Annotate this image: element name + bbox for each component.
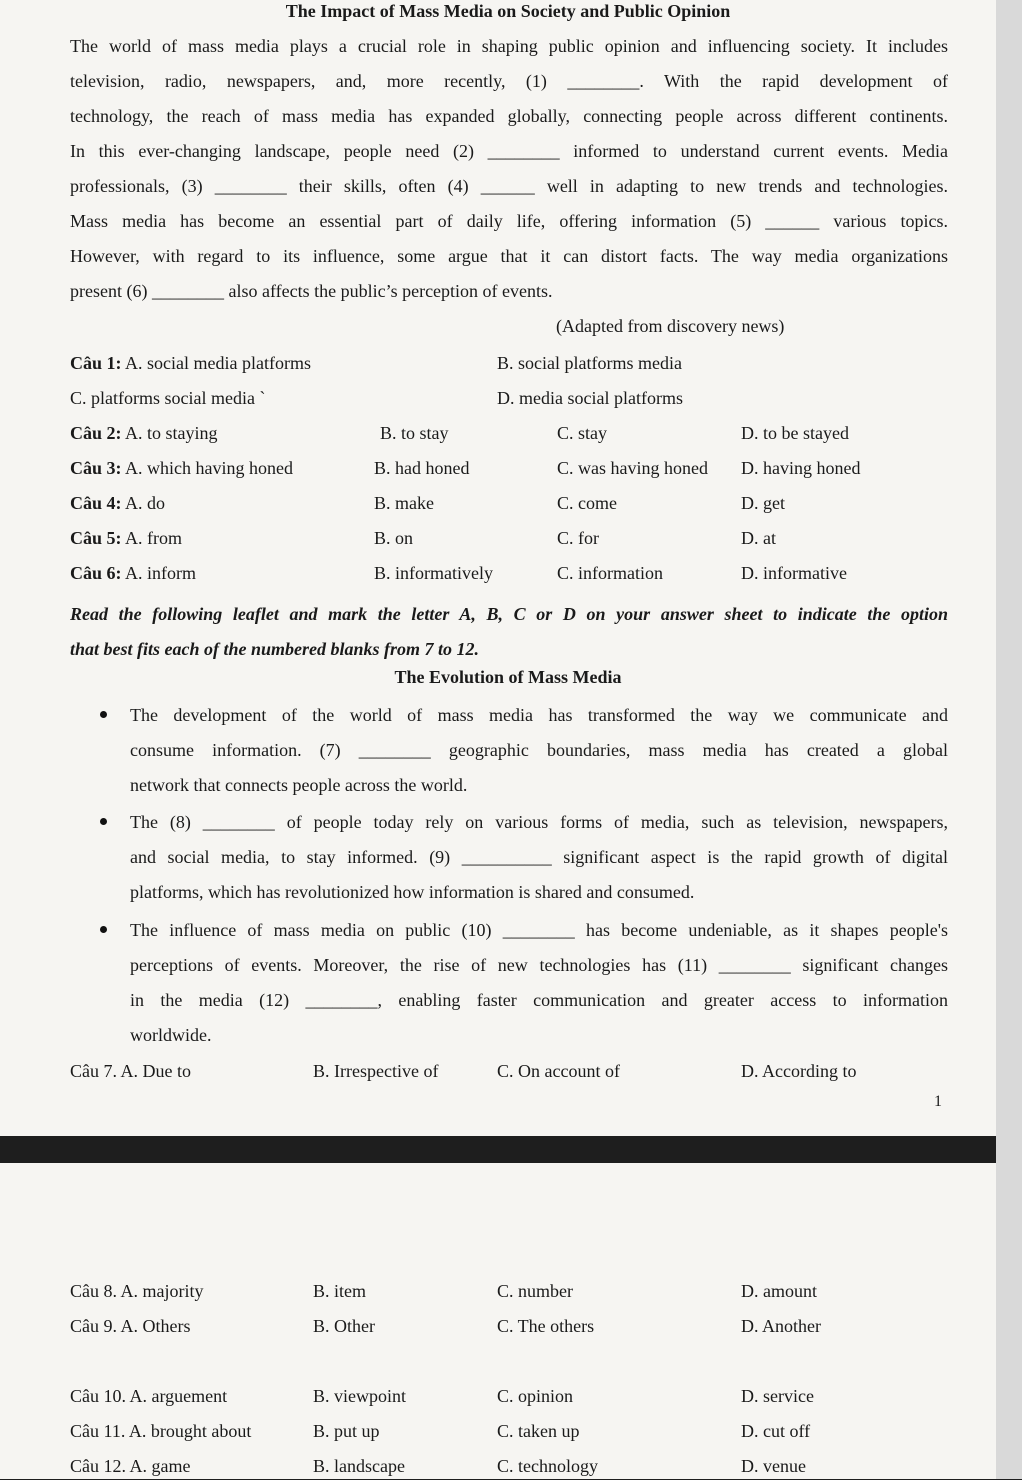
option-d: D. get [741,493,785,513]
bullet-line: platforms, which has revolutionized how information is shared and consumed. [130,882,695,902]
question-label: Câu 12. [70,1456,126,1476]
option-a: A. inform [125,563,197,583]
option-a: A. arguement [129,1386,228,1406]
bullet-line: network that connects people across the world. [130,775,468,795]
bullet-line: consume information. (7) ________ geographic boundaries, mass media has created a global [130,740,948,760]
bullet-line: The influence of mass media on public (10) ________ has become undeniable, as it shapes people's [130,920,948,940]
option-a: A. Others [120,1316,191,1336]
option-c: C. information [557,563,663,583]
passage-line: television, radio, newspapers, and, more recently, (1) ________. With the rapid development of [70,71,948,91]
question-label: Câu 4: [70,493,122,513]
bullet-line: and social media, to stay informed. (9) __________ significant aspect is the rapid growth of digital [130,847,948,867]
bullet-icon [100,818,107,825]
question-label: Câu 1: [70,353,122,373]
question-11 [70,1421,251,1445]
passage-line: The world of mass media plays a crucial role in shaping public opinion and influencing society. It includes [70,36,948,56]
option-d: D. service [741,1386,814,1406]
bullet-line: in the media (12) ________, enabling faster communication and greater access to information [130,990,948,1010]
passage-line: present (6) ________ also affects the public’s perception of events. [70,281,553,301]
option-b: B. Irrespective of [313,1061,439,1081]
bullet-item [130,698,948,803]
option-d: D. According to [741,1061,857,1081]
option-d: D. Another [741,1316,821,1336]
option-d: D. to be stayed [741,423,849,443]
option-b: B. had honed [374,458,470,478]
option-c: C. number [497,1281,573,1301]
option-c: C. platforms social media ` [70,388,266,408]
option-b: B. informatively [374,563,493,583]
instruction-line: Read the following leaflet and mark the letter A, B, C or D on your answer sheet to indicate the option [70,604,948,624]
question-label: Câu 3: [70,458,122,478]
option-a: A. from [125,528,183,548]
option-c: C. stay [557,423,608,443]
question-7 [70,1061,191,1085]
bullet-line: perceptions of events. Moreover, the rise of new technologies has (11) ________ significant changes [130,955,948,975]
viewer-scrollbar-track[interactable] [996,0,1022,1479]
question-2 [70,423,218,447]
bullet-item [130,913,948,1053]
question-label: Câu 11. [70,1421,126,1441]
bullet-item [130,805,948,910]
option-c: C. On account of [497,1061,620,1081]
option-d: D. media social platforms [497,388,683,408]
option-b: B. put up [313,1421,380,1441]
question-1 [70,353,311,377]
bullet-line: The development of the world of mass media has transformed the way we communicate and [130,705,948,725]
passage-line: technology, the reach of mass media has expanded globally, connecting people across different continents. [70,106,948,126]
option-c: C. The others [497,1316,595,1336]
passage-line: Mass media has become an essential part of daily life, offering information (5) ______ various topics. [70,211,948,231]
passage-line: professionals, (3) ________ their skills, often (4) ______ well in adapting to new trends and technologies. [70,176,948,196]
option-b: B. on [374,528,414,548]
instruction-line: that best fits each of the numbered blanks from 7 to 12. [70,639,480,659]
question-12 [70,1456,191,1480]
option-a: A. majority [120,1281,204,1301]
question-9 [70,1316,191,1340]
option-a: A. do [125,493,166,513]
question-5 [70,528,182,552]
passage-1 [70,29,948,309]
option-c: C. for [557,528,599,548]
option-c: C. come [557,493,617,513]
passage-line: In this ever-changing landscape, people need (2) ________ informed to understand current events. Media [70,141,948,161]
question-3 [70,458,293,482]
option-b: B. item [313,1281,366,1301]
bullet-icon [100,926,107,933]
option-a: A. game [129,1456,191,1476]
question-label: Câu 9. [70,1316,117,1336]
passage-line: However, with regard to its influence, some argue that it can distort facts. The way media organizations [70,246,948,266]
option-d: D. venue [741,1456,806,1476]
option-c: C. taken up [497,1421,580,1441]
question-label: Câu 8. [70,1281,117,1301]
question-label: Câu 6: [70,563,122,583]
option-c: C. opinion [497,1386,574,1406]
bullet-line: worldwide. [130,1025,212,1045]
bullet-icon [100,711,107,718]
question-10 [70,1386,227,1410]
option-c: C. was having honed [557,458,708,478]
question-label: Câu 5: [70,528,122,548]
bullet-line: The (8) ________ of people today rely on various forms of media, such as television, newspapers, [130,812,948,832]
option-c: C. technology [497,1456,598,1476]
instruction [70,597,948,667]
option-b: B. to stay [380,423,449,443]
page-number: 1 [934,1093,942,1110]
question-4 [70,493,165,517]
option-d: D. informative [741,563,847,583]
option-d: D. having honed [741,458,861,478]
option-b: B. social platforms media [497,353,682,373]
passage-source: (Adapted from discovery news) [556,316,785,336]
option-b: B. make [374,493,434,513]
question-label: Câu 2: [70,423,122,443]
passage-title: The Impact of Mass Media on Society and Public Opinion [285,1,731,21]
option-d: D. at [741,528,776,548]
option-a: A. social media platforms [125,353,311,373]
page-2 [0,1163,996,1479]
question-8 [70,1281,204,1305]
option-d: D. cut off [741,1421,811,1441]
question-label: Câu 7. [70,1061,117,1081]
option-b: B. viewpoint [313,1386,406,1406]
option-a: A. which having honed [125,458,293,478]
option-a: A. Due to [120,1061,192,1081]
question-label: Câu 10. [70,1386,126,1406]
leaflet-title: The Evolution of Mass Media [394,667,622,687]
option-d: D. amount [741,1281,817,1301]
question-6 [70,563,196,587]
option-b: B. Other [313,1316,375,1336]
option-a: A. brought about [128,1421,252,1441]
option-b: B. landscape [313,1456,405,1476]
option-a: A. to staying [125,423,218,443]
